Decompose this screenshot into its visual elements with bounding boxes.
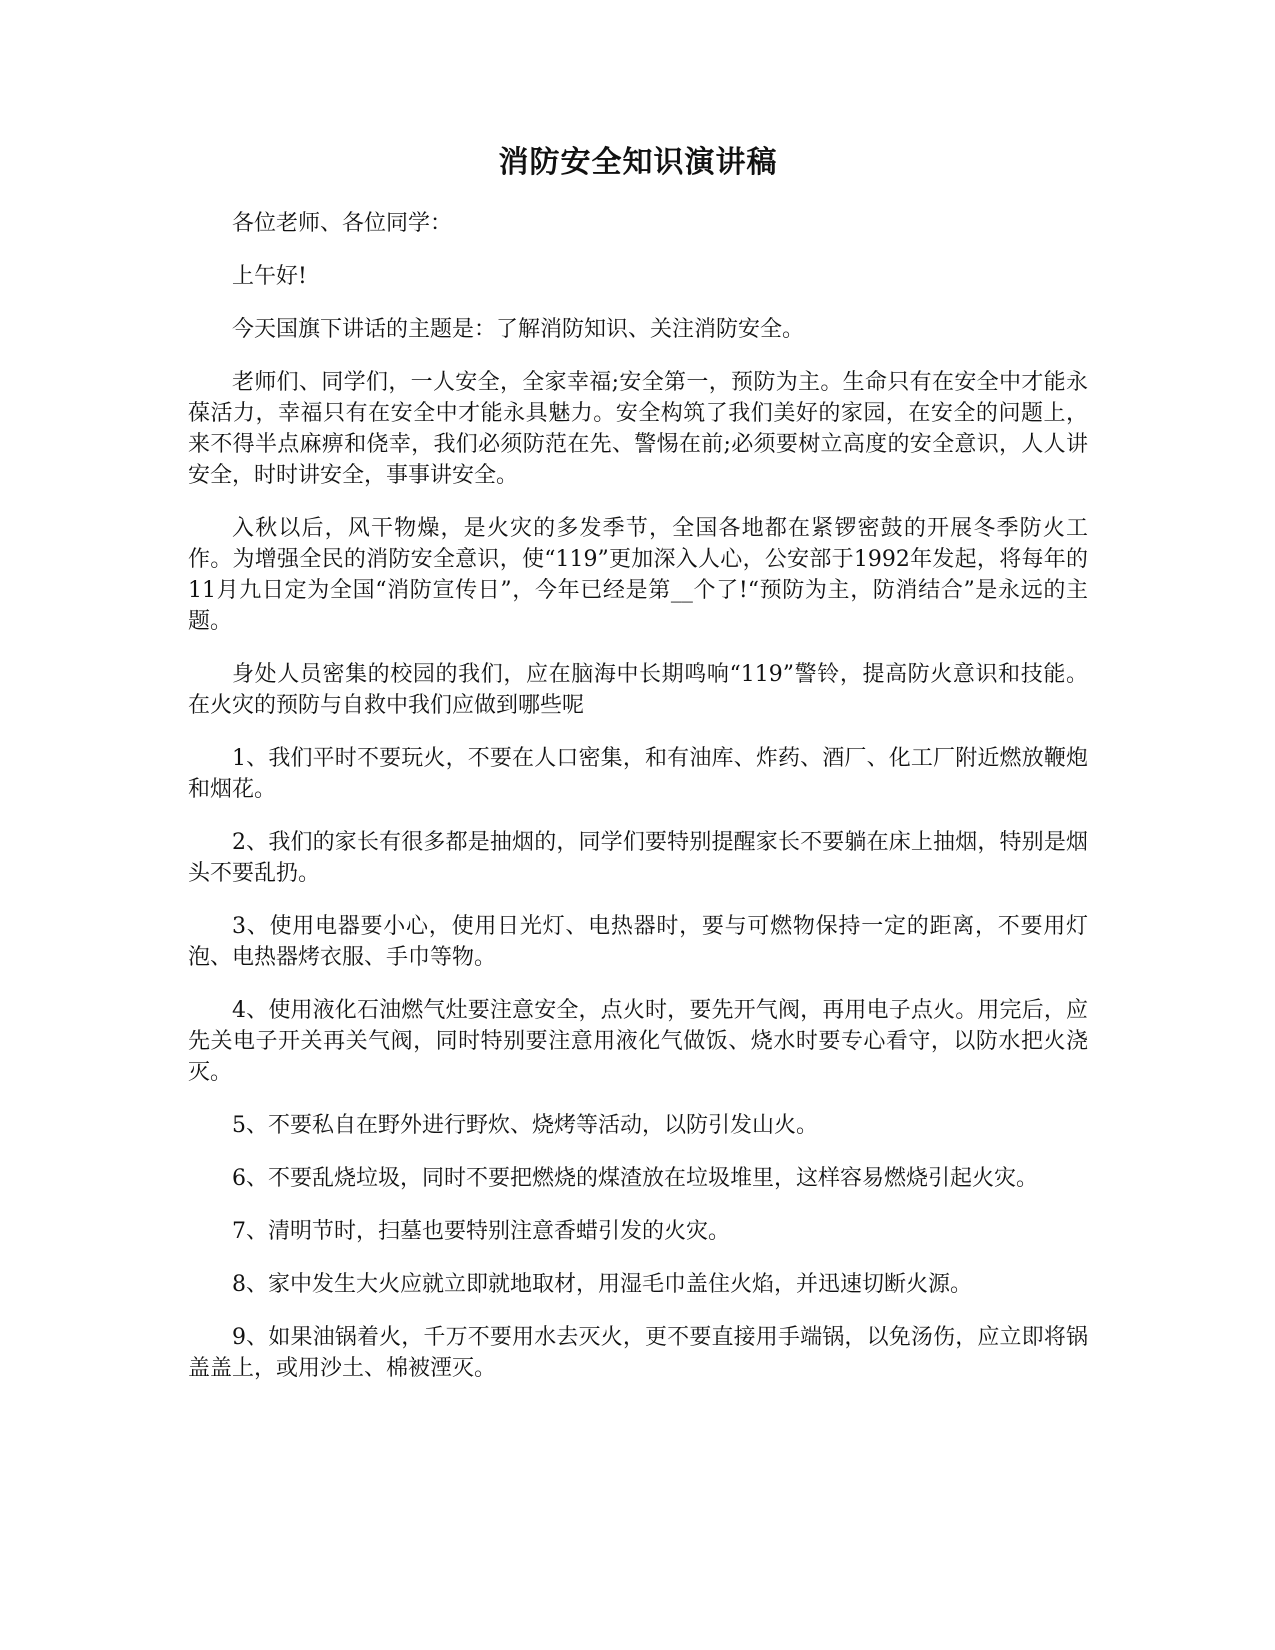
list-item-2: 2、我们的家长有很多都是抽烟的，同学们要特别提醒家长不要躺在床上抽烟，特别是烟头不要乱扔。 xyxy=(188,830,1088,886)
document-page xyxy=(188,140,1088,1406)
paragraph-campus: 身处人员密集的校园的我们，应在脑海中长期鸣响“119”警铃，提高防火意识和技能。在火灾的预防与自救中我们应做到哪些呢 xyxy=(188,662,1088,718)
paragraph-topic: 今天国旗下讲话的主题是：了解消防知识、关注消防安全。 xyxy=(232,317,805,342)
list-item-8: 8、家中发生大火应就立即就地取材，用湿毛巾盖住火焰，并迅速切断火源。 xyxy=(232,1272,972,1297)
list-item-4: 4、使用液化石油燃气灶要注意安全，点火时，要先开气阀，再用电子点火。用完后，应先关电子开关再关气阀，同时特别要注意用液化气做饭、烧水时要专心看守，以防水把火浇灭。 xyxy=(188,998,1088,1085)
list-item-5: 5、不要私自在野外进行野炊、烧烤等活动，以防引发山火。 xyxy=(232,1113,818,1138)
list-item-1: 1、我们平时不要玩火，不要在人口密集，和有油库、炸药、酒厂、化工厂附近燃放鞭炮和烟花。 xyxy=(188,746,1088,802)
list-item-3: 3、使用电器要小心，使用日光灯、电热器时，要与可燃物保持一定的距离，不要用灯泡、电热器烤衣服、手巾等物。 xyxy=(188,914,1088,970)
paragraph-greeting: 上午好! xyxy=(232,264,307,289)
paragraph-safety-importance: 老师们、同学们，一人安全，全家幸福;安全第一，预防为主。生命只有在安全中才能永葆活力，幸福只有在安全中才能永具魅力。安全构筑了我们美好的家园，在安全的问题上，来不得半点麻痹和侥幸，我们必须防范在先、警惕在前;必须要树立高度的安全意识，人人讲安全，时时讲安全，事事讲安全。 xyxy=(188,370,1088,488)
paragraph-fire-season: 入秋以后，风干物燥，是火灾的多发季节，全国各地都在紧锣密鼓的开展冬季防火工作。为增强全民的消防安全意识，使“119”更加深入人心，公安部于1992年发起，将每年的11月九日定为全国“消防宣传日”，今年已经是第__个了!“预防为主，防消结合”是永远的主题。 xyxy=(188,516,1088,634)
list-item-7: 7、清明节时，扫墓也要特别注意香蜡引发的火灾。 xyxy=(232,1219,730,1244)
list-item-9: 9、如果油锅着火，千万不要用水去灭火，更不要直接用手端锅，以免汤伤，应立即将锅盖盖上，或用沙土、棉被湮灭。 xyxy=(188,1325,1088,1381)
document-title: 消防安全知识演讲稿 xyxy=(498,145,778,180)
list-item-6: 6、不要乱烧垃圾，同时不要把燃烧的煤渣放在垃圾堆里，这样容易燃烧引起火灾。 xyxy=(232,1166,1038,1191)
paragraph-salutation: 各位老师、各位同学： xyxy=(232,211,453,236)
